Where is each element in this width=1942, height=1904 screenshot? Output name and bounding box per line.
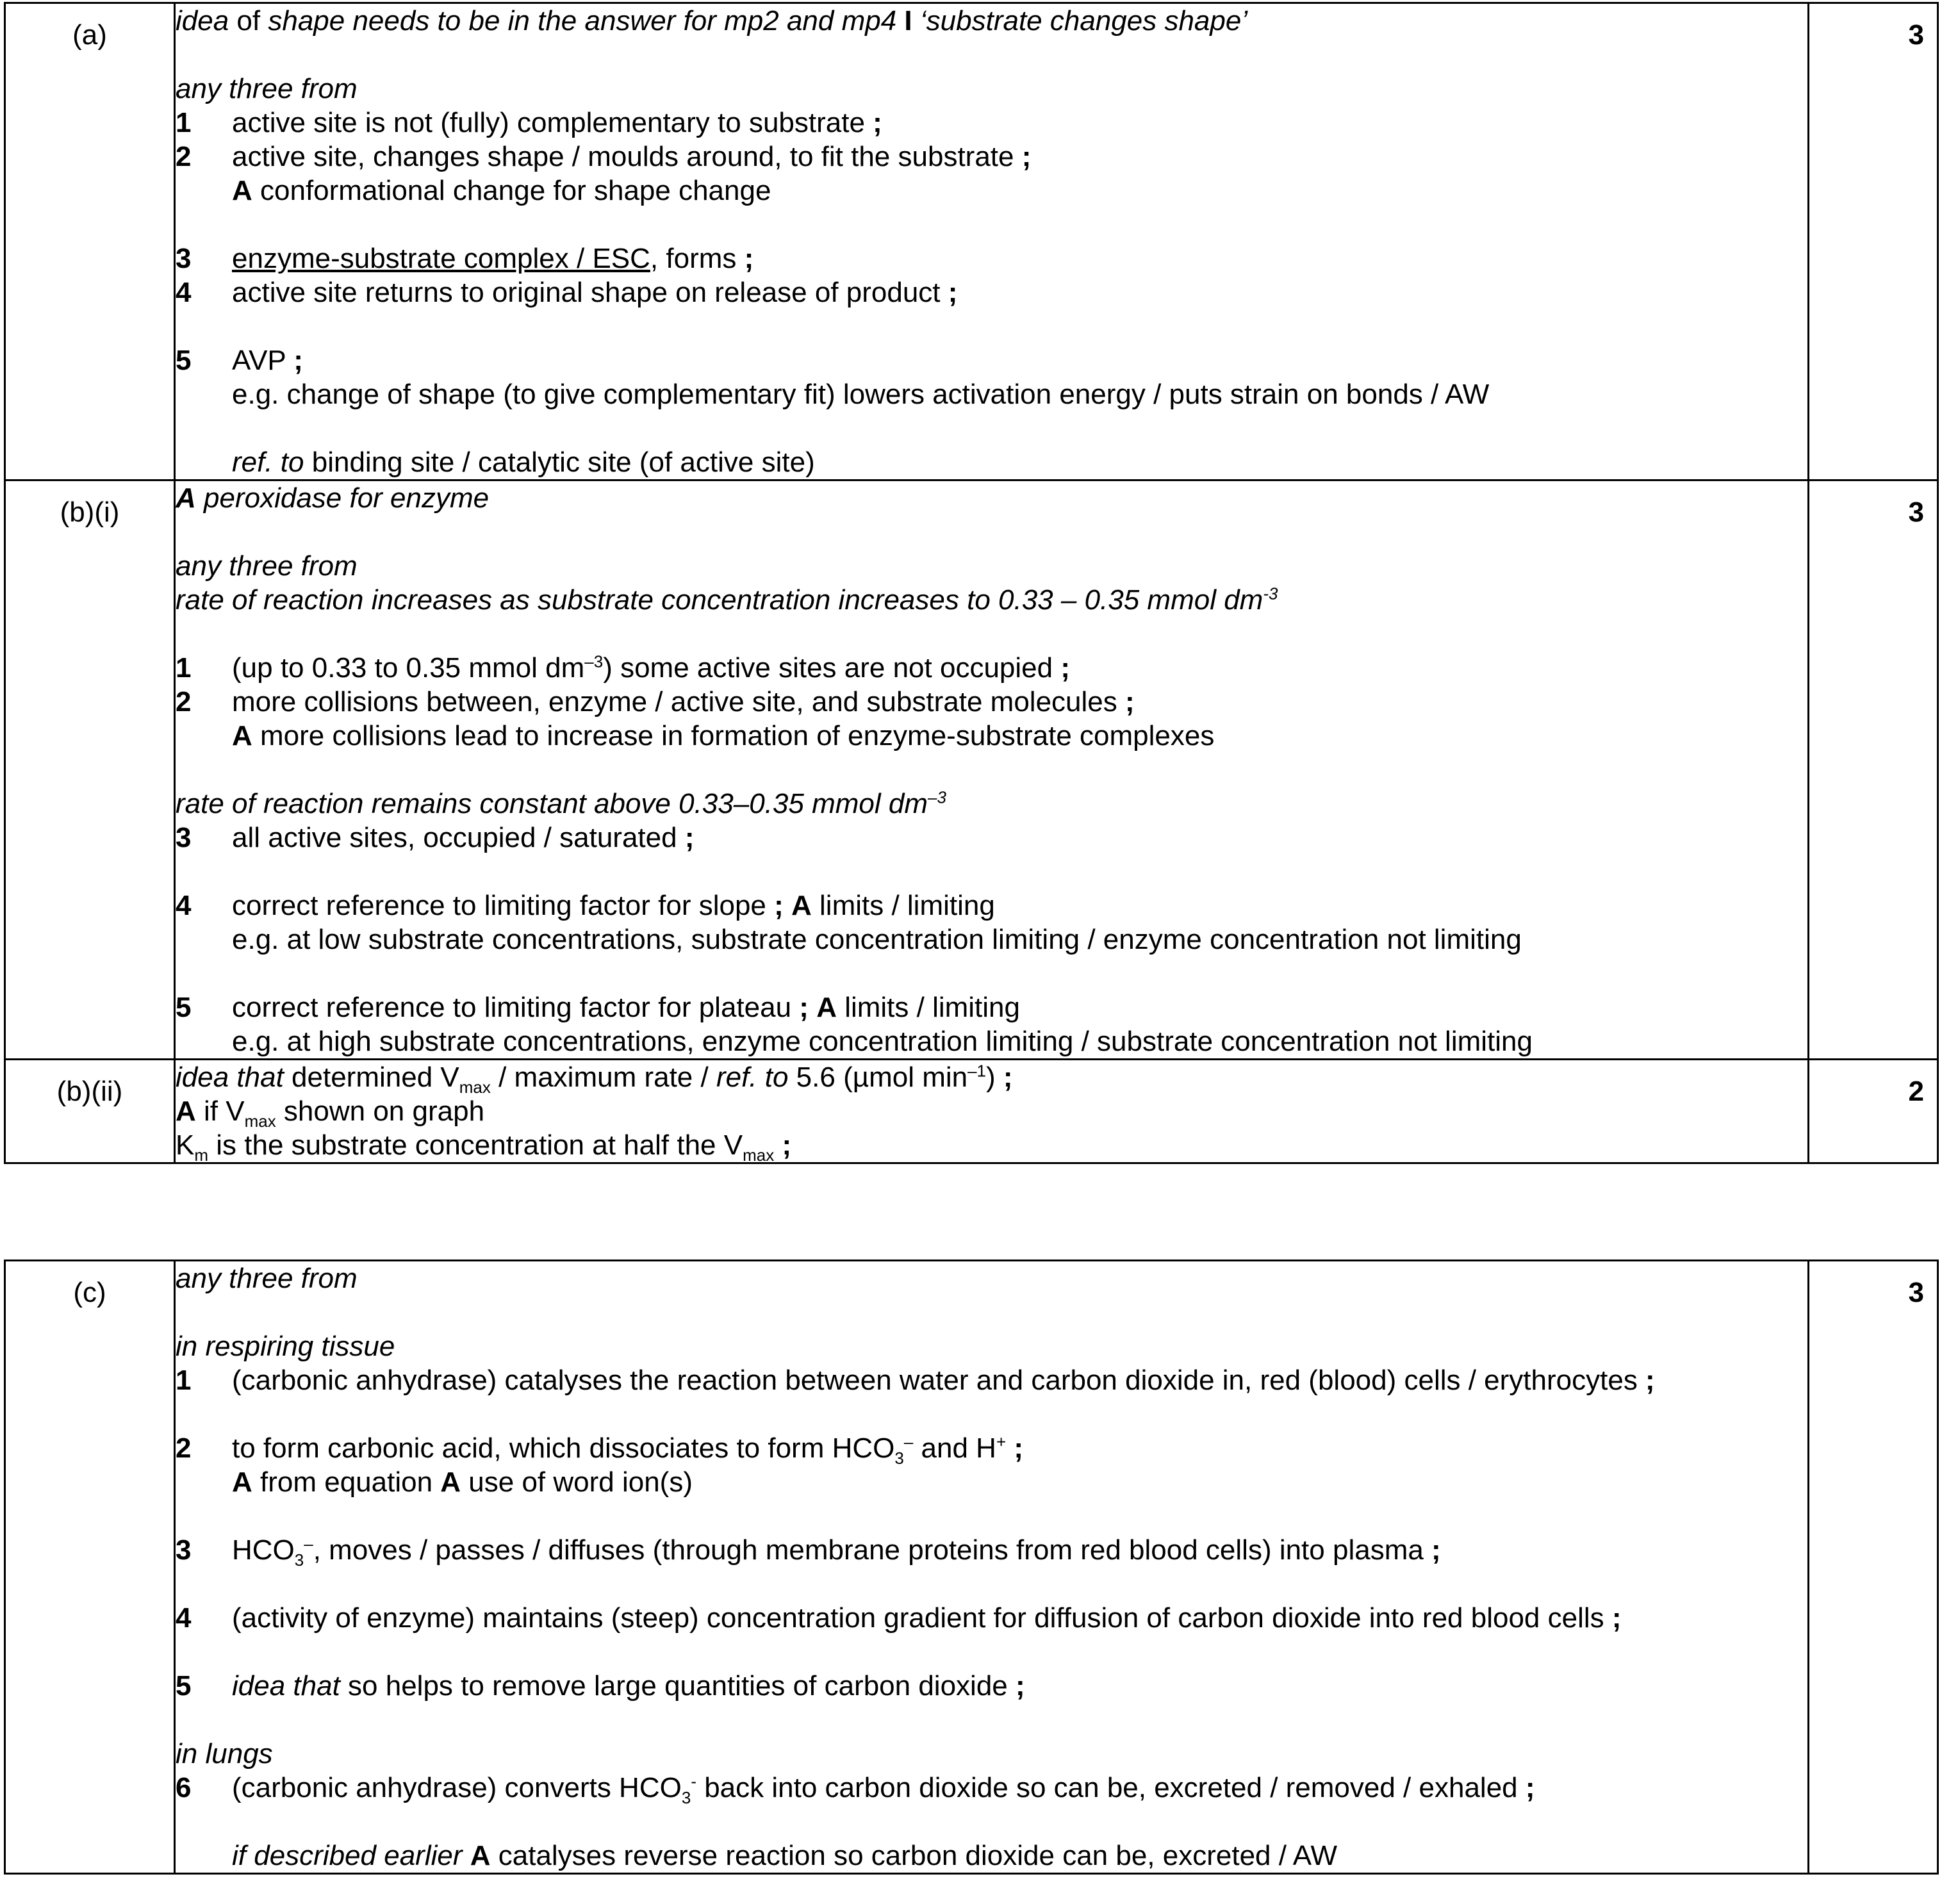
mark-value-b-ii: 2 <box>1908 1076 1924 1107</box>
mark-scheme-table-lower <box>4 1260 1939 1875</box>
accept-note-c2: A from equation A use of word ion(s) <box>232 1466 693 1498</box>
subheading-lungs: in lungs <box>176 1738 273 1769</box>
marking-point-a1: 1 active site is not (fully) complementary to substrate ; <box>176 107 882 138</box>
accept-note-b-i-2: A more collisions lead to increase in formation of enzyme-substrate complexes <box>232 720 1215 751</box>
marking-point-a4: 4 active site returns to original shape on release of product ; <box>176 277 958 308</box>
question-label-c: (c) <box>73 1277 106 1308</box>
b-ii-line-1: idea that determined $V_{max}$ / maximum rate / ref. to 5.6 (µmol $\min^{-1}$) ; <box>176 1061 1013 1097</box>
answer-cell-a <box>175 3 1809 480</box>
row-part-a <box>5 3 1938 480</box>
subheading-respiring-tissue: in respiring tissue <box>176 1331 395 1362</box>
answer-cell-c <box>175 1261 1809 1874</box>
part-a-intro: idea of shape needs to be in the answer for mp2 and mp4 I ‘substrate changes shape’ <box>176 5 1248 37</box>
example-b-i-5: e.g. at high substrate concentrations, enzyme concentration limiting / substrate concentration not limiting <box>232 1026 1533 1057</box>
marking-point-c6: 6 (carbonic anhydrase) converts $HCO_3^-$ back into carbon dioxide so can be, excreted / removed / exhaled ; <box>176 1771 1535 1807</box>
question-cell-b-i <box>5 480 175 1060</box>
marking-point-b-i-3: 3 all active sites, occupied / saturated ; <box>176 822 695 853</box>
mark-scheme-table-upper <box>4 2 1939 1164</box>
marking-point-b-i-2: 2 more collisions between, enzyme / active site, and substrate molecules ; <box>176 686 1135 718</box>
row-part-b-i <box>5 480 1938 1060</box>
question-cell-a <box>5 3 175 480</box>
question-label-b-i: (b)(i) <box>60 497 120 528</box>
marking-point-a5: 5 AVP ; <box>176 345 303 376</box>
note-c6: if described earlier A catalyses reverse reaction so carbon dioxide can be, excreted / AW <box>232 1840 1337 1871</box>
mark-value-b-i: 3 <box>1908 497 1924 528</box>
question-cell-c <box>5 1261 175 1874</box>
mark-cell-a <box>1809 3 1938 480</box>
b-ii-line-2: A if $V_{max}$ shown on graph <box>176 1096 485 1131</box>
question-label-b-ii: (b)(ii) <box>56 1076 123 1107</box>
mark-value-a: 3 <box>1908 19 1924 51</box>
mark-cell-b-ii <box>1809 1060 1938 1163</box>
marking-point-c3: 3 $HCO_3^-$, moves / passes / diffuses (through membrane proteins from red blood cells) into plasma ; <box>176 1534 1441 1570</box>
any-three-from-b-i: any three from <box>176 550 358 582</box>
accept-note-a2: A conformational change for shape change <box>232 175 771 206</box>
marking-point-a2: 2 active site, changes shape / moulds around, to fit the substrate ; <box>176 141 1032 172</box>
any-three-from-c: any three from <box>176 1263 358 1294</box>
marking-point-c5: 5 idea that so helps to remove large quantities of carbon dioxide ; <box>176 1670 1025 1702</box>
example-a5: e.g. change of shape (to give complementary fit) lowers activation energy / puts strain on bonds / AW <box>232 379 1490 410</box>
answer-cell-b-ii <box>175 1060 1809 1163</box>
subheading-constant: rate of reaction remains constant above 0.33–0.35 mmol $dm^{-3}$ <box>176 787 946 819</box>
marking-point-c1: 1 (carbonic anhydrase) catalyses the reaction between water and carbon dioxide in, red (blood) cells / erythrocytes ; <box>176 1365 1655 1396</box>
any-three-from-a: any three from <box>176 73 358 104</box>
question-cell-b-ii <box>5 1060 175 1163</box>
marking-point-b-i-5: 5 correct reference to limiting factor for plateau ; A limits / limiting <box>176 992 1020 1023</box>
marking-point-a3: 3 enzyme-substrate complex / ESC, forms ; <box>176 243 754 274</box>
marking-point-b-i-4: 4 correct reference to limiting factor for slope ; A limits / limiting <box>176 890 995 921</box>
accept-note-b-i: A peroxidase for enzyme <box>176 482 490 514</box>
answer-cell-b-i <box>175 480 1809 1060</box>
marking-point-c4: 4 (activity of enzyme) maintains (steep) concentration gradient for diffusion of carbon dioxide into red blood cells ; <box>176 1602 1622 1634</box>
marking-point-c2: 2 to form carbonic acid, which dissociates to form $HCO_3^-$ and H+ ; <box>176 1432 1024 1468</box>
row-part-c <box>5 1261 1938 1874</box>
example-b-i-4: e.g. at low substrate concentrations, substrate concentration limiting / enzyme concentration not limiting <box>232 924 1522 955</box>
mark-cell-c <box>1809 1261 1938 1874</box>
row-part-b-ii <box>5 1060 1938 1163</box>
subheading-increase: rate of reaction increases as substrate concentration increases to 0.33 – 0.35 mmol $dm^{-3}$ <box>176 584 1278 616</box>
question-label-a: (a) <box>72 19 107 51</box>
b-ii-line-3: $K_m$ is the substrate concentration at half the $V_{max}$ ; <box>176 1129 792 1165</box>
mark-value-c: 3 <box>1908 1277 1924 1308</box>
reference-note-a5: ref. to binding site / catalytic site (of active site) <box>232 447 815 478</box>
marking-point-b-i-1: 1 (up to 0.33 to 0.35 mmol $dm^{-3}$) some active sites are not occupied ; <box>176 652 1070 684</box>
mark-cell-b-i <box>1809 480 1938 1060</box>
